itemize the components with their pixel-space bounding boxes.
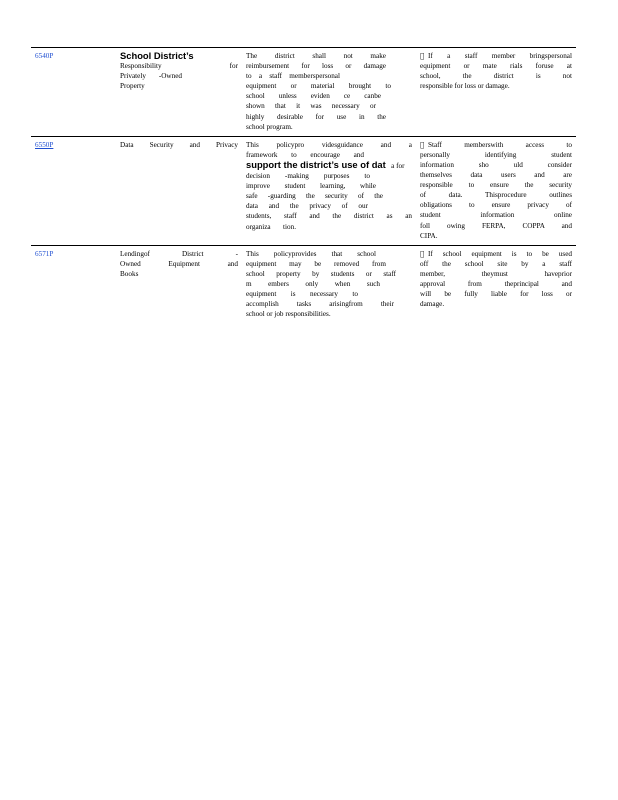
description-line: school program. <box>246 122 293 131</box>
policy-title-line: Property <box>120 82 145 91</box>
description-bold-fragment: support the district’s use of dat <box>246 158 386 170</box>
note-line: CIPA. <box>420 231 438 240</box>
note-line: obligations to ensure privacy of <box>420 201 572 210</box>
description-line: This policyprovides that school <box>246 249 376 258</box>
policy-note-cell <box>416 136 576 245</box>
description-line: reimbursement for loss or damage <box>246 62 386 71</box>
policy-number-link[interactable]: 6550P <box>35 140 54 149</box>
policy-title-line: Data Security and Privacy <box>120 140 238 149</box>
description-line: m embers only when such <box>246 279 380 288</box>
note-line: foll owing FERPA, COPPA and <box>420 221 572 230</box>
policy-number-cell <box>31 136 116 245</box>
description-line: improve student learning, while <box>246 182 376 191</box>
policy-title-bold: School District’s <box>120 50 194 61</box>
description-line: equipment may be removed from <box>246 259 386 268</box>
description-line: The district shall not make <box>246 52 386 60</box>
note-line-text: Staff memberswith access to <box>428 140 572 149</box>
description-line: equipment or material brought to <box>246 82 391 91</box>
note-line-text: If school equipment is to be used <box>428 249 572 258</box>
policy-number-cell <box>31 245 116 323</box>
policy-title-line: Responsibility for <box>120 62 238 71</box>
description-line: equipment is necessary to <box>246 290 358 299</box>
table-row <box>31 245 576 323</box>
policy-note-cell <box>416 245 576 323</box>
policy-title-line: Privately -Owned <box>120 72 182 81</box>
policy-title-cell <box>116 48 242 137</box>
note-line: damage. <box>420 300 445 309</box>
description-line: school property by students or staff <box>246 269 396 278</box>
note-line: approval from theprincipal and <box>420 279 572 288</box>
description-line: This policypro videsguidance and a <box>246 140 412 149</box>
table-row <box>31 48 576 137</box>
checkbox-bullet-icon <box>420 249 428 259</box>
description-line: shown that it was necessary or <box>246 102 376 111</box>
description-line-mixed <box>246 160 412 171</box>
note-line: responsible for loss or damage. <box>420 82 510 91</box>
table-row <box>31 136 576 245</box>
note-line-text: If a staff member bringspersonal <box>428 52 572 60</box>
policy-title-cell <box>116 136 242 245</box>
policy-number-link[interactable]: 6540P <box>35 52 54 60</box>
description-line: data and the privacy of our <box>246 202 368 211</box>
description-fragment: a for <box>391 161 405 170</box>
note-line: personally identifying student <box>420 150 572 159</box>
description-line: school or job responsibilities. <box>246 310 331 319</box>
description-line: school unless eviden ce canbe <box>246 92 381 101</box>
note-line: school, the district is not <box>420 72 572 81</box>
note-line: off the school site by a staff <box>420 259 572 268</box>
description-line: safe -guarding the security of the <box>246 192 383 201</box>
policy-title-line: Books <box>120 269 139 278</box>
description-line: organiza tion. <box>246 222 296 231</box>
note-line: information sho uld consider <box>420 160 572 169</box>
policy-description-cell <box>242 136 416 245</box>
description-line: decision -making purposes to <box>246 172 370 181</box>
policy-title-line: Lendingof District - <box>120 249 238 258</box>
policy-title-line: Owned Equipment and <box>120 259 238 268</box>
note-line: themselves data users and are <box>420 171 572 180</box>
note-line: equipment or mate rials foruse at <box>420 62 572 71</box>
note-line: student information online <box>420 211 572 220</box>
description-line: students, staff and the district as an <box>246 212 412 221</box>
policy-number-link[interactable]: 6571P <box>35 249 54 258</box>
policy-number-cell <box>31 48 116 137</box>
policy-title-cell <box>116 245 242 323</box>
description-line: highly desirable for use in the <box>246 112 386 121</box>
policy-description-cell <box>242 245 416 323</box>
note-line: member, theymust haveprior <box>420 269 572 278</box>
note-line: will be fully liable for loss or <box>420 290 572 299</box>
checkbox-bullet-icon <box>420 140 428 150</box>
policy-note-cell <box>416 48 576 137</box>
description-line: accomplish tasks arisingfrom their <box>246 300 394 309</box>
policy-description-cell <box>242 48 416 137</box>
policy-table <box>31 47 576 323</box>
checkbox-bullet-icon <box>420 51 428 61</box>
description-line: framework to encourage and <box>246 150 364 159</box>
note-line: responsible to ensure the security <box>420 181 572 190</box>
description-line: to a staff memberspersonal <box>246 72 340 81</box>
note-line: of data. Thisprocedure outlines <box>420 191 572 200</box>
